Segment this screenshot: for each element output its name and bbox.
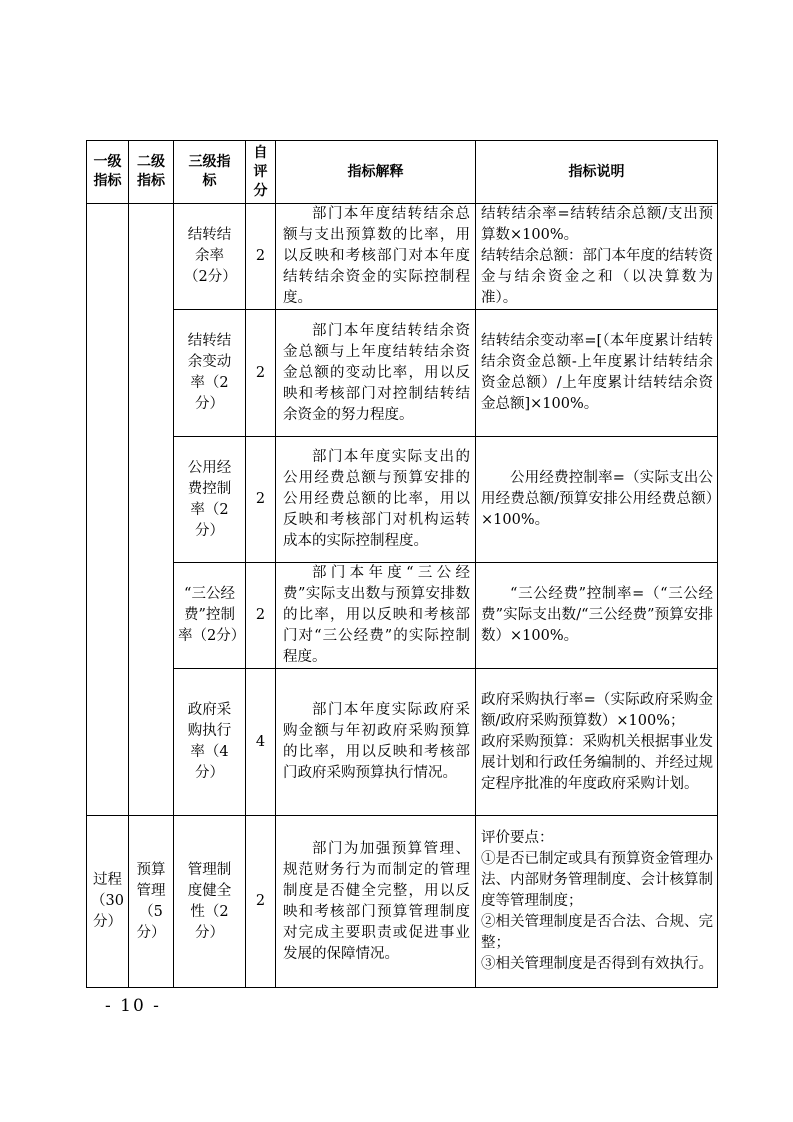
description-cell: “三公经费”控制率=（“三公经费”实际支出数/“三公经费”预算安排数）×100%。 xyxy=(476,563,718,669)
explanation-cell: 部门本年度结转结余资金总额与上年度结转结余资金总额的变动比率，用以反映和考核部门对控制结转结余资金的努力程度。 xyxy=(276,310,476,437)
explanation-cell: 部门本年度“三公经费”实际支出数与预算安排数的比率，用以反映和考核部门对“三公经费”的实际控制程度。 xyxy=(276,563,476,669)
score-cell: 2 xyxy=(246,310,276,437)
explanation-cell: 部门本年度结转结余总额与支出预算数的比率，用以反映和考核部门对本年度结转结余资金的实际控制程度。 xyxy=(276,204,476,310)
score-cell: 2 xyxy=(246,816,276,988)
header-level1: 一级指标 xyxy=(87,141,129,204)
header-self-score: 自评分 xyxy=(246,141,276,204)
evaluation-table xyxy=(86,140,718,988)
table-row xyxy=(87,310,718,437)
table-row xyxy=(87,816,718,988)
score-cell: 4 xyxy=(246,669,276,816)
description-cell: 政府采购执行率=（实际政府采购金额/政府采购预算数）×100%； 政府采购预算：采购机关根据事业发展计划和行政任务编制的、并经过规定程序批准的年度政府采购计划。 xyxy=(476,669,718,816)
score-cell: 2 xyxy=(246,204,276,310)
description-cell: 结转结余变动率=[（本年度累计结转结余资金总额-上年度累计结转结余资金总额）/上年度累计结转结余资金总额]×100%。 xyxy=(476,310,718,437)
header-level3: 三级指标 xyxy=(174,141,246,204)
table-header-row xyxy=(87,141,718,204)
table-row xyxy=(87,204,718,310)
level2-cell-empty xyxy=(129,204,174,816)
indicator-cell: 结转结余变动率（2分） xyxy=(174,310,246,437)
indicator-cell: 结转结余率（2分） xyxy=(174,204,246,310)
explanation-cell: 部门为加强预算管理、规范财务行为而制定的管理制度是否健全完整，用以反映和考核部门预算管理制度对完成主要职责或促进事业发展的保障情况。 xyxy=(276,816,476,988)
page-number: - 10 - xyxy=(105,996,161,1016)
level1-cell: 过程（30分） xyxy=(87,816,129,988)
score-cell: 2 xyxy=(246,563,276,669)
description-cell: 公用经费控制率=（实际支出公用经费总额/预算安排公用经费总额）×100%。 xyxy=(476,437,718,563)
header-level2: 二级指标 xyxy=(129,141,174,204)
explanation-cell: 部门本年度实际支出的公用经费总额与预算安排的公用经费总额的比率，用以反映和考核部门对机构运转成本的实际控制程度。 xyxy=(276,437,476,563)
level2-cell: 预算管理（5分） xyxy=(129,816,174,988)
indicator-cell: “三公经费”控制率（2分） xyxy=(174,563,246,669)
table-row xyxy=(87,563,718,669)
description-cell: 结转结余率=结转结余总额/支出预算数×100%。 结转结余总额：部门本年度的结转资金与结余资金之和（以决算数为准）。 xyxy=(476,204,718,310)
table-row xyxy=(87,669,718,816)
explanation-cell: 部门本年度实际政府采购金额与年初政府采购预算的比率，用以反映和考核部门政府采购预算执行情况。 xyxy=(276,669,476,816)
header-description: 指标说明 xyxy=(476,141,718,204)
level1-cell-empty xyxy=(87,204,129,816)
description-cell: 评价要点： ①是否已制定或具有预算资金管理办法、内部财务管理制度、会计核算制度等管理制度； ②相关管理制度是否合法、合规、完整； ③相关管理制度是否得到有效执行。 xyxy=(476,816,718,988)
indicator-cell: 管理制度健全性（2分） xyxy=(174,816,246,988)
header-explanation: 指标解释 xyxy=(276,141,476,204)
table-row xyxy=(87,437,718,563)
indicator-cell: 政府采购执行率（4分） xyxy=(174,669,246,816)
indicator-cell: 公用经费控制率（2分） xyxy=(174,437,246,563)
score-cell: 2 xyxy=(246,437,276,563)
